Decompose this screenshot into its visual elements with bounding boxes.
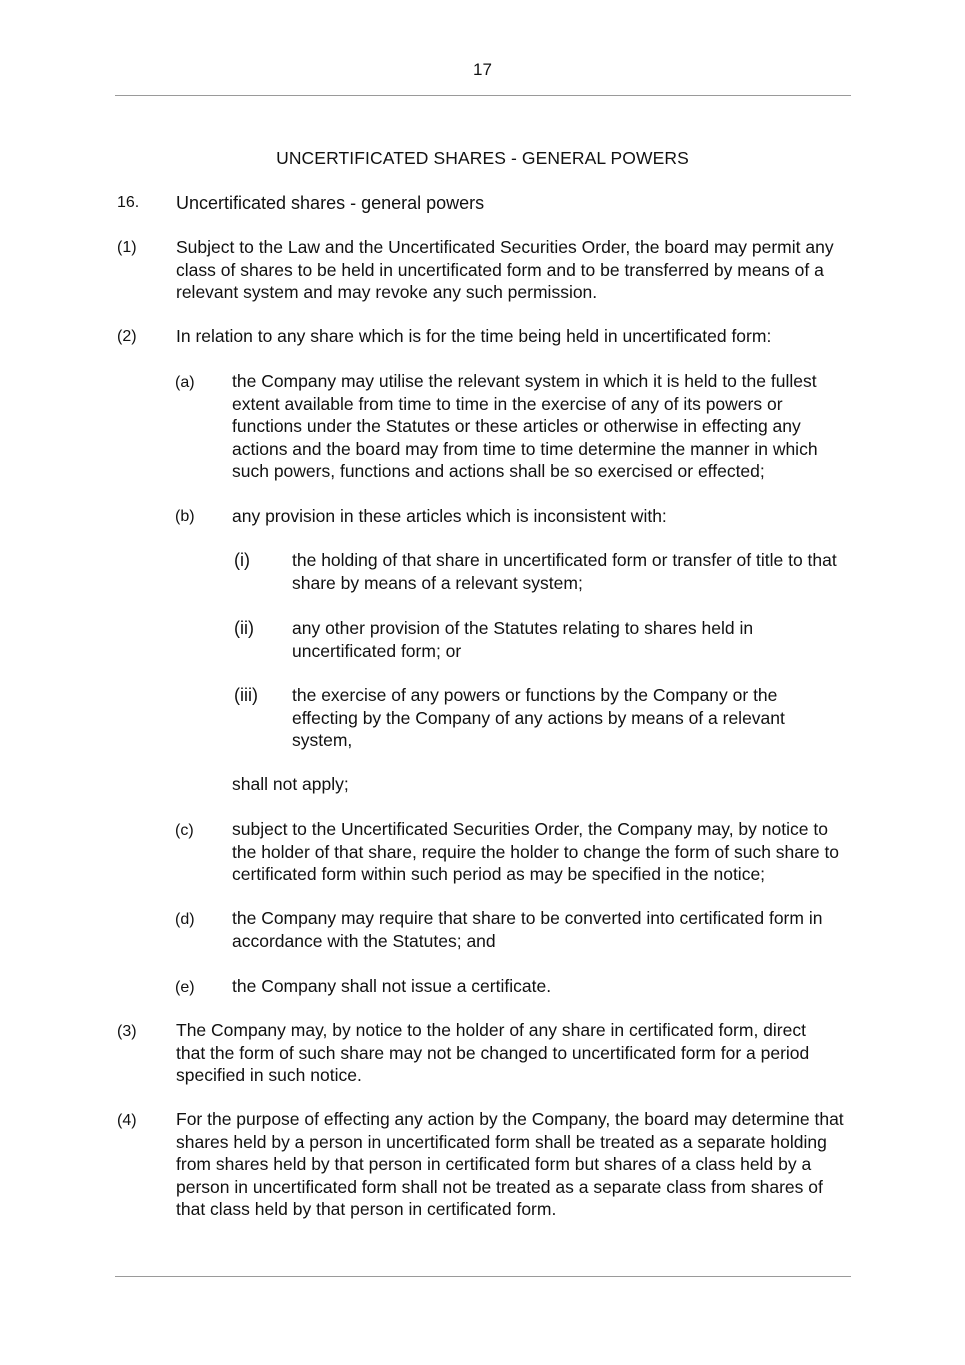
shall-not-apply-text: shall not apply; <box>232 774 349 794</box>
item-ii-text: any other provision of the Statutes relating to shares held in uncertificated form; or <box>292 618 754 661</box>
subparagraph-a-text: the Company may utilise the relevant system in which it is held to the fullest extent available from time to time in the exercise of any of its powers or functions under the Statutes or these articles or otherwise in effecting any actions and the board may from time to time determine the manner in which such powers, functions and actions shall be so exercised or effected; <box>232 371 818 481</box>
subparagraph-c-number: (c) <box>175 822 194 839</box>
subparagraph-e-text: the Company shall not issue a certificate. <box>232 976 552 996</box>
footer-rule <box>115 1276 851 1277</box>
paragraph-4-number: (4) <box>117 1112 137 1129</box>
article-title: Uncertificated shares - general powers <box>176 193 485 213</box>
header-rule <box>115 95 851 96</box>
subparagraph-e-number: (e) <box>175 979 195 996</box>
page-number: 17 <box>473 60 492 79</box>
item-i-text: the holding of that share in uncertificated form or transfer of title to that share by means of a relevant system; <box>292 550 837 593</box>
subparagraph-b-number: (b) <box>175 508 195 525</box>
subparagraph-c-text: subject to the Uncertificated Securities Order, the Company may, by notice to the holder of that share, require the holder to change the form of such share to certificated form within such period as may be specified in the notice; <box>232 819 840 884</box>
article-number: 16. <box>117 194 140 211</box>
subparagraph-d-text: the Company may require that share to be converted into certificated form in accordance with the Statutes; and <box>232 908 823 951</box>
paragraph-1-number: (1) <box>117 239 137 256</box>
paragraph-1-text: Subject to the Law and the Uncertificated Securities Order, the board may permit any class of shares to be held in uncertificated form and to be transferred by means of a relevant system and may revoke any such permission. <box>176 237 834 302</box>
item-i-number: (i) <box>234 550 250 570</box>
item-iii-text: the exercise of any powers or functions by the Company or the effecting by the Company of any actions by means of a relevant system, <box>292 685 785 750</box>
subparagraph-a-number: (a) <box>175 374 195 391</box>
paragraph-2-number: (2) <box>117 328 137 345</box>
section-heading: UNCERTIFICATED SHARES - GENERAL POWERS <box>276 148 689 168</box>
item-ii-number: (ii) <box>234 618 254 638</box>
paragraph-4-text: For the purpose of effecting any action by the Company, the board may determine that shares held by a person in uncertificated form shall be treated as a separate holding from shares held by that person in certificated form but shares of a class held by a person in uncertificated form shall not be treated as a separate class from shares of that class held by that person in certificated form. <box>176 1109 844 1219</box>
paragraph-2-text: In relation to any share which is for the time being held in uncertificated form: <box>176 326 772 346</box>
paragraph-3-number: (3) <box>117 1023 137 1040</box>
paragraph-3-text: The Company may, by notice to the holder of any share in certificated form, direct that the form of such share may not be changed to uncertificated form for a period specified in such notice. <box>176 1020 810 1085</box>
item-iii-number: (iii) <box>234 685 258 705</box>
subparagraph-d-number: (d) <box>175 911 195 928</box>
subparagraph-b-text: any provision in these articles which is inconsistent with: <box>232 506 667 526</box>
